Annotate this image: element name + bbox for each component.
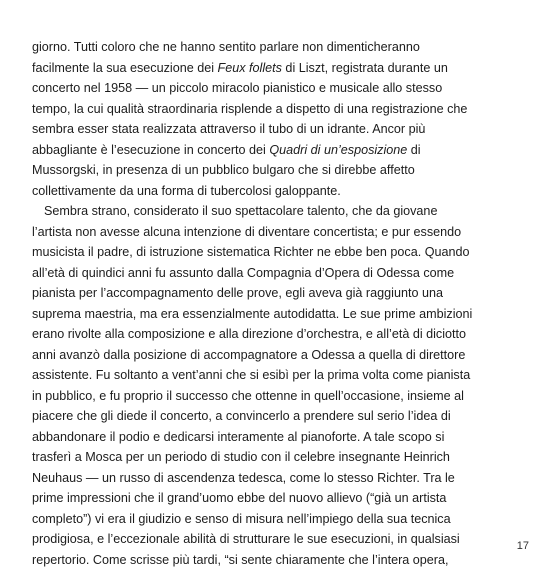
text-run: trasferì a Mosca per un periodo di studio con il celebre insegnante Heinrich bbox=[32, 450, 450, 464]
text-run: piacere che gli diede il concerto, a convincerlo a prendere sul serio l’idea di bbox=[32, 409, 451, 423]
text-run: di Liszt, registrata durante un bbox=[282, 61, 448, 75]
text-run: repertorio. Come scrisse più tardi, “si sente chiaramente che l’intera opera, bbox=[32, 553, 448, 567]
text-line bbox=[32, 201, 532, 222]
text-run: assistente. Fu soltanto a vent’anni che si esibì per la prima volta come pianista bbox=[32, 368, 470, 382]
text-line bbox=[32, 78, 532, 99]
text-run: di bbox=[407, 143, 420, 157]
text-line bbox=[32, 140, 532, 161]
text-line bbox=[32, 37, 532, 58]
text-line bbox=[32, 58, 532, 79]
text-run: in pubblico, e fu proprio il successo che ottenne in quell’occasione, insieme al bbox=[32, 389, 464, 403]
paragraph bbox=[32, 37, 532, 201]
text-line bbox=[32, 283, 532, 304]
text-run: anni avanzò dalla posizione di accompagnatore a Odessa a quella di direttore bbox=[32, 348, 465, 362]
text-line bbox=[32, 365, 532, 386]
text-run: suprema maestria, ma era essenzialmente autodidatta. Le sue prime ambizioni bbox=[32, 307, 472, 321]
body-text bbox=[32, 37, 532, 570]
text-run: all’età di quindici anni fu assunto dalla Compagnia d’Opera di Odessa come bbox=[32, 266, 454, 280]
text-run: completo”) vi era il giudizio e senso di misura nell’impiego della sua tecnica bbox=[32, 512, 451, 526]
text-line bbox=[32, 488, 532, 509]
text-line bbox=[32, 304, 532, 325]
text-run: musicista il padre, di istruzione sistematica Richter ne ebbe ben poca. Quando bbox=[32, 245, 470, 259]
text-line bbox=[32, 468, 532, 489]
italic-title: Quadri di un’esposizione bbox=[269, 143, 407, 157]
text-line bbox=[32, 529, 532, 550]
text-run: erano rivolte alla composizione e alla direzione d’orchestra, e all’età di diciotto bbox=[32, 327, 466, 341]
text-run: sembra esser stata realizzata attraverso il tubo di un idrante. Ancor più bbox=[32, 122, 425, 136]
text-line bbox=[32, 427, 532, 448]
text-run: facilmente la sua esecuzione dei bbox=[32, 61, 218, 75]
text-run: abbandonare il podio e dedicarsi interamente al pianoforte. A tale scopo si bbox=[32, 430, 444, 444]
text-run: Sembra strano, considerato il suo spettacolare talento, che da giovane bbox=[44, 204, 437, 218]
text-line bbox=[32, 324, 532, 345]
paragraph bbox=[32, 201, 532, 570]
text-line bbox=[32, 99, 532, 120]
text-line bbox=[32, 119, 532, 140]
text-line bbox=[32, 386, 532, 407]
text-run: prodigiosa, e l’eccezionale abilità di strutturare le sue esecuzioni, in qualsiasi bbox=[32, 532, 460, 546]
text-run: tempo, la cui qualità straordinaria risplende a dispetto di una registrazione che bbox=[32, 102, 467, 116]
page-number: 17 bbox=[517, 540, 529, 552]
text-line bbox=[32, 509, 532, 530]
text-line bbox=[32, 447, 532, 468]
text-run: pianista per l’accompagnamento delle prove, egli aveva già raggiunto una bbox=[32, 286, 443, 300]
text-line bbox=[32, 160, 532, 181]
text-run: prime impressioni che il grand’uomo ebbe del nuovo allievo (“già un artista bbox=[32, 491, 446, 505]
text-run: l’artista non avesse alcuna intenzione di diventare concertista; e pur essendo bbox=[32, 225, 461, 239]
text-line bbox=[32, 181, 532, 202]
text-line bbox=[32, 222, 532, 243]
text-run: giorno. Tutti coloro che ne hanno sentito parlare non dimenticheranno bbox=[32, 40, 420, 54]
text-run: Neuhaus — un russo di ascendenza tedesca, come lo stesso Richter. Tra le bbox=[32, 471, 455, 485]
text-run: collettivamente da una forma di tubercolosi galoppante. bbox=[32, 184, 341, 198]
text-line bbox=[32, 242, 532, 263]
text-line bbox=[32, 345, 532, 366]
text-line bbox=[32, 263, 532, 284]
text-run: abbagliante è l’esecuzione in concerto dei bbox=[32, 143, 269, 157]
italic-title: Feux follets bbox=[218, 61, 282, 75]
text-run: Mussorgski, in presenza di un pubblico bulgaro che si direbbe affetto bbox=[32, 163, 415, 177]
text-run: concerto nel 1958 — un piccolo miracolo pianistico e musicale allo stesso bbox=[32, 81, 442, 95]
text-line bbox=[32, 406, 532, 427]
